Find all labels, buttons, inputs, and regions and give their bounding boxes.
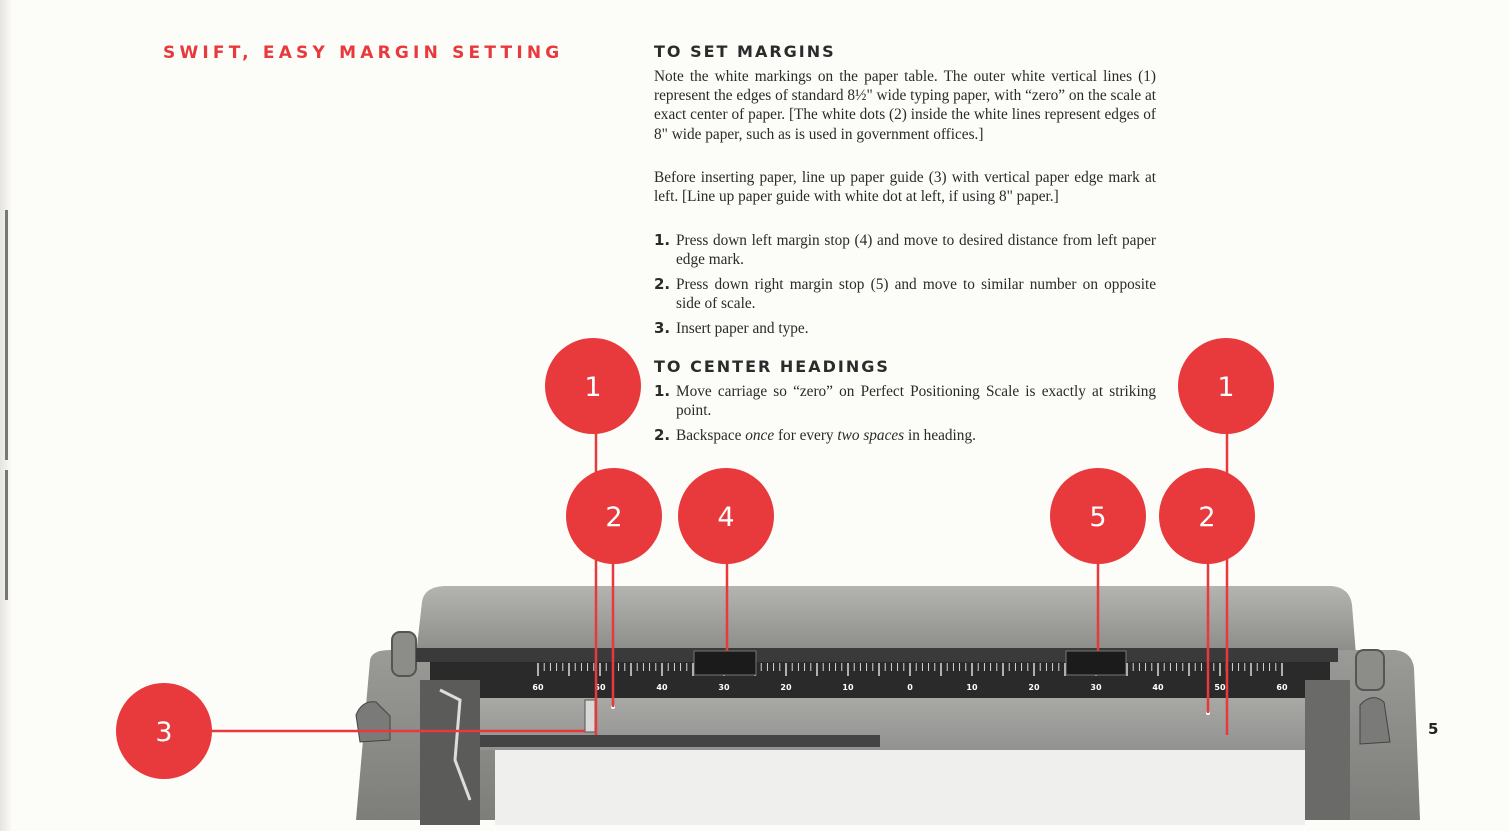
callout-label: 4 <box>717 502 735 533</box>
set-margins-title: TO SET MARGINS <box>654 42 836 61</box>
page-heading: SWIFT, EASY MARGIN SETTING <box>163 43 564 63</box>
left-knob <box>392 632 416 676</box>
callout-label: 3 <box>155 717 173 748</box>
step-number: 3. <box>654 319 671 337</box>
scale-number: 60 <box>1276 683 1288 692</box>
callout-3 <box>116 683 212 779</box>
step-number: 2. <box>654 275 671 293</box>
scale-number: 20 <box>1028 683 1040 692</box>
step-text-mid: for every <box>774 427 838 444</box>
step-text: Insert paper and type. <box>676 320 809 337</box>
callout-2-right <box>1159 468 1255 564</box>
scale-number: 40 <box>1152 683 1164 692</box>
left-mechanism <box>420 680 480 825</box>
step-text-post: in heading. <box>904 427 976 444</box>
scale-number: 10 <box>966 683 978 692</box>
step-text: Press down right margin stop (5) and move to similar number on opposite side of scale. <box>676 276 1156 313</box>
step-text-pre: Backspace <box>676 427 746 444</box>
page-number: 5 <box>1428 720 1439 738</box>
step-text: Press down left margin stop (4) and move to desired distance from left paper edge mark. <box>676 232 1156 269</box>
step-text-emphasis: two spaces <box>837 427 905 444</box>
callout-2-left <box>566 468 662 564</box>
step-number: 1. <box>654 231 671 249</box>
callout-1-left <box>545 338 641 434</box>
right-knob <box>1356 650 1384 690</box>
left-margin-stop <box>694 651 756 675</box>
callout-label: 2 <box>605 502 623 533</box>
scale-number: 30 <box>1090 683 1102 692</box>
platen-bar <box>416 648 1338 662</box>
step-text: Move carriage so “zero” on Perfect Positioning Scale is exactly at striking point. <box>676 383 1156 420</box>
callout-label: 1 <box>584 372 602 403</box>
callout-4 <box>678 468 774 564</box>
scale-number: 50 <box>594 683 606 692</box>
step-text-emphasis: once <box>745 427 775 444</box>
scale-number: 20 <box>780 683 792 692</box>
step-number: 1. <box>654 382 671 400</box>
scale-number: 40 <box>656 683 668 692</box>
callout-label: 2 <box>1198 502 1216 533</box>
paper-guide-rail <box>480 735 880 747</box>
paper-guide <box>585 700 595 732</box>
right-mechanism <box>1305 680 1350 820</box>
callout-5 <box>1050 468 1146 564</box>
scale-number: 10 <box>842 683 854 692</box>
paper-lid <box>416 586 1356 655</box>
set-margins-paragraph-2: Before inserting paper, line up paper guide (3) with vertical paper edge mark at left. [Line up paper guide with white dot at left, if using 8" paper.] <box>654 169 1156 206</box>
scale-number: 30 <box>718 683 730 692</box>
set-margins-paragraph-1: Note the white markings on the paper table. The outer white vertical lines (1) represent the edges of standard 8½" wide typing paper, with “zero” on the scale at exact center of paper. [The white dots (2) inside the white lines represent edges of 8" wide paper, such as is used in government offices.] <box>654 68 1156 143</box>
callout-1-right <box>1178 338 1274 434</box>
scale-number: 0 <box>907 683 913 692</box>
paper-sheet <box>495 750 1305 825</box>
center-headings-title: TO CENTER HEADINGS <box>654 357 890 376</box>
callout-label: 1 <box>1217 372 1235 403</box>
step-number: 2. <box>654 426 671 444</box>
callout-label: 5 <box>1089 502 1107 533</box>
scale-number: 60 <box>532 683 544 692</box>
scale-number: 50 <box>1214 683 1226 692</box>
right-margin-stop <box>1066 651 1126 675</box>
